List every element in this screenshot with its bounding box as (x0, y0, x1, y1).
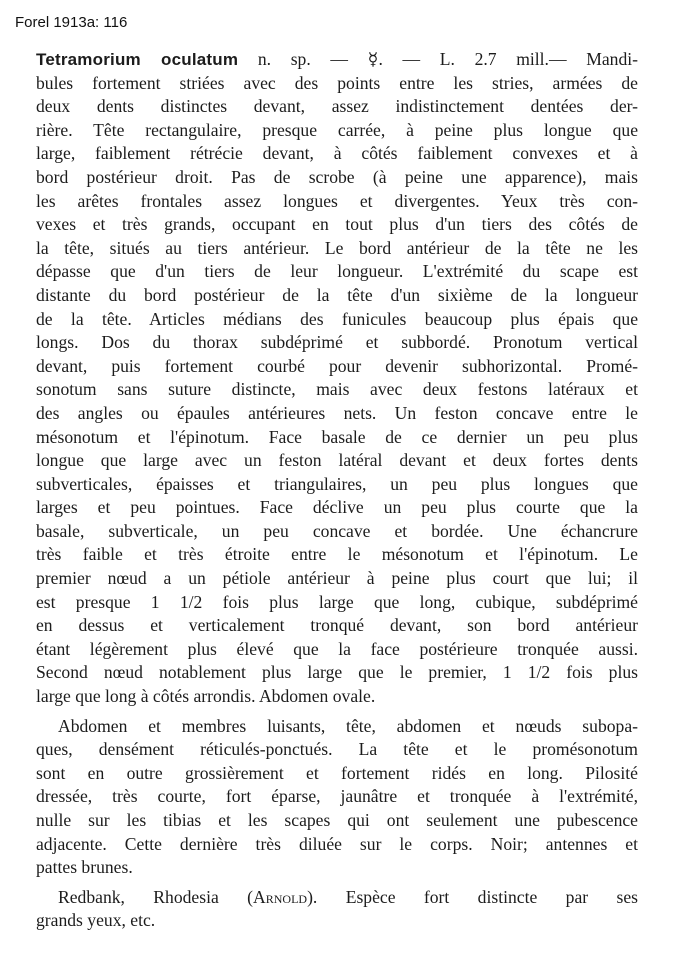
text-line: longs. Dos du thorax subdéprimé et subbordé. Pronotum vertical (36, 332, 638, 353)
text-line: dressée, très courte, fort éparse, jaunâtre et tronquée à l'extrémité, (36, 786, 638, 807)
text-line: nulle sur les tibias et les scapes qui ont seulement une pubescence (36, 810, 638, 830)
paragraph-morphology (36, 48, 638, 709)
text-line: rière. Tête rectangulaire, presque carrée, à peine plus longue que (36, 119, 638, 140)
species-name: Tetramorium oculatum (36, 50, 239, 69)
text-line: bules fortement striées avec des points entre les stries, armées de (36, 72, 638, 93)
text-line: sonotum sans suture distincte, mais avec deux festons latéraux et (36, 379, 638, 400)
text-line: dépasse que d'un tiers de leur longueur. L'extrémité du scape est (36, 261, 638, 282)
text-line: la tête, situés au tiers antérieur. Le bord antérieur de la tête ne les (36, 237, 638, 258)
text-line: larges et peu pointues. Face déclive un peu plus courte que la (36, 497, 638, 518)
text-line: Abdomen et membres luisants, tête, abdomen et nœuds subopa- (58, 715, 638, 736)
collector-name: Arnold (253, 886, 308, 907)
text-line: bord postérieur droit. Pas de scrobe (à peine une apparence), mais (36, 166, 638, 187)
text-line: longue que large avec un feston latéral devant et deux fortes dents (36, 450, 638, 471)
text-line: en dessus et verticalement tronqué devant, son bord antérieur (36, 615, 638, 636)
text-line: Second nœud notablement plus large que le premier, 1 1/2 fois plus (36, 662, 638, 683)
species-description (36, 48, 638, 933)
text-line: premier nœud a un pétiole antérieur à peine plus court que lui; il (36, 568, 638, 589)
text-line: subverticales, épaisses et triangulaires, un peu plus longues que (36, 473, 638, 494)
text-line: étant légèrement plus élevé que la face postérieure tronquée aussi. (36, 638, 638, 659)
text-line: très faible et très étroite entre le mésonotum et l'épinotum. Le (36, 544, 638, 565)
text-line: sont en outre grossièrement et fortement ridés en long. Pilosité (36, 762, 638, 783)
text-line: pattes brunes. (36, 857, 133, 878)
text-line: Tetramorium oculatum n. sp. — ☿. — L. 2.7 mill.— Mandi- (36, 49, 638, 69)
text-line: large que long à côtés arrondis. Abdomen ovale. (36, 686, 376, 707)
text-line: les arêtes frontales assez longues et divergentes. Yeux très con- (36, 190, 638, 211)
text-line: adjacente. Cette dernière très diluée sur le corps. Noir; antennes et (36, 833, 638, 854)
text-line: devant, puis fortement courbé pour devenir subhorizontal. Promé- (36, 355, 638, 376)
text-line: large, faiblement rétrécie devant, à côtés faiblement convexes et à (36, 143, 638, 164)
text-line: grands yeux, etc. (36, 910, 156, 931)
text-line: mésonotum et l'épinotum. Face basale de ce dernier un peu plus (36, 426, 638, 447)
locality-text: Redbank, Rhodesia ( (58, 886, 254, 907)
text-line: basale, subverticale, un peu concave et bordée. Une échancrure (36, 520, 638, 541)
text-line: des angles ou épaules antérieures nets. Un feston concave entre le (36, 402, 638, 423)
text-line: ques, densément réticulés-ponctués. La tête et le promésonotum (36, 739, 638, 760)
text-line: vexes et très grands, occupant en tout plus d'un tiers des côtés de (36, 214, 638, 235)
text-line: deux dents distinctes devant, assez indistinctement dentées der- (36, 96, 638, 117)
paragraph-sculpture (36, 715, 638, 880)
text-line: est presque 1 1/2 fois plus large que long, cubique, subdéprimé (36, 591, 638, 612)
paragraph-locality (36, 886, 638, 933)
locality-text-after: ). Espèce fort distincte par ses (307, 886, 638, 907)
text-line (36, 886, 638, 910)
page-citation-header: Forel 1913a: 116 (15, 14, 128, 31)
text-line: distante du bord postérieur de la tête d'un sixième de la longueur (36, 284, 638, 305)
text-line: de la tête. Articles médians des funicules beaucoup plus épais que (36, 308, 638, 329)
